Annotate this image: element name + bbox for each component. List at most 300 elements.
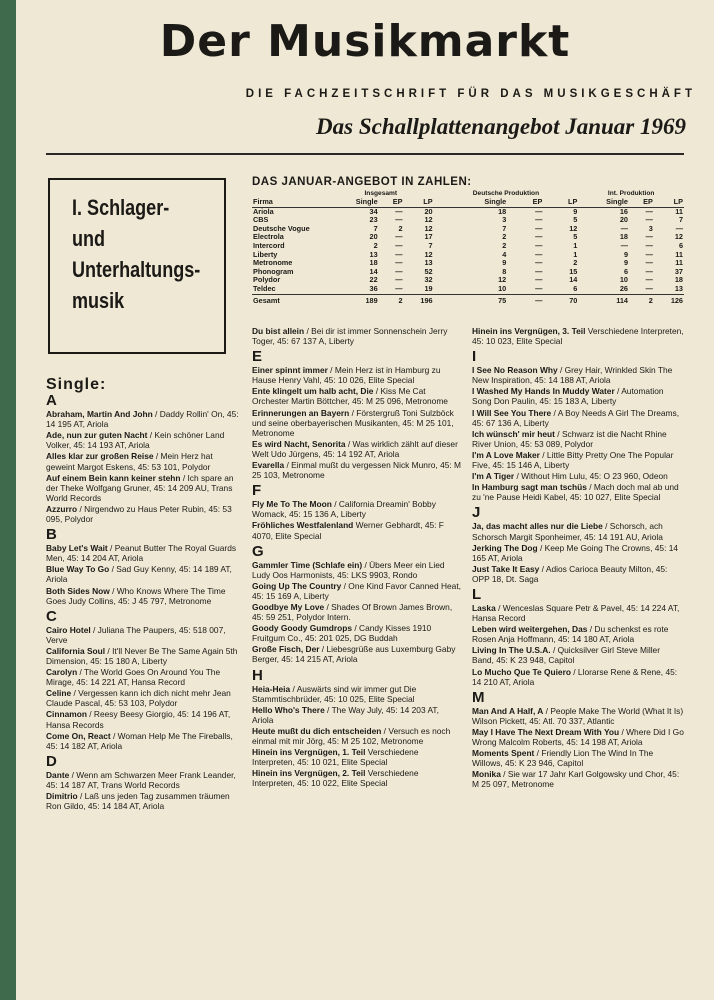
record-details: / Versuch es noch einmal mit mir Jörg, 45: M 25 102, Metronome bbox=[252, 725, 451, 746]
record-details: / Übers Meer ein Lied Ludy Oos Harmonists, 45: LKS 9903, Rondo bbox=[252, 559, 445, 580]
record-details: / Wenn am Schwarzen Meer Frank Leander, 45: 14 187 AT, Trans World Records bbox=[46, 769, 236, 790]
stat-cell: — bbox=[645, 275, 653, 285]
record-entry bbox=[46, 473, 240, 503]
record-details: / Mein Herz hat geweint Margot Eskens, 45: 53 101, Polydor bbox=[46, 451, 213, 472]
total-row bbox=[252, 294, 684, 305]
stat-cell: 20 bbox=[424, 206, 433, 216]
listing-column-3 bbox=[472, 326, 684, 790]
masthead-subtitle: DIE FACHZEITSCHRIFT FÜR DAS MUSIKGESCHÄFT bbox=[245, 88, 696, 100]
record-details: / Where Did I Go Wrong Malcolm Roberts, 45: 14 198 AT, Ariola bbox=[472, 726, 684, 747]
record-details: / Was wirklich zählt auf dieser Welt Udo Jürgens, 45: 14 192 AT, Ariola bbox=[252, 438, 458, 459]
label-name: Deutsche Vogue bbox=[253, 223, 310, 233]
stat-cell: — bbox=[645, 249, 653, 259]
record-details: / Nirgendwo zu Haus Peter Rubin, 45: 53 095, Polydor bbox=[46, 503, 232, 525]
record-title: Dimitrio bbox=[46, 791, 78, 801]
column-header: LP bbox=[654, 198, 684, 207]
stat-cell: — bbox=[395, 266, 403, 276]
record-details: / Bei dir ist immer Sonnenschein Jerry Toger, 45: 67 137 A, Liberty bbox=[252, 326, 448, 347]
record-title: Leben wird weitergehen, Das bbox=[472, 624, 588, 635]
record-title: Just Take It Easy bbox=[472, 563, 540, 574]
stat-cell: — bbox=[645, 232, 653, 242]
record-entry bbox=[252, 726, 462, 746]
record-details: / Juliana The Paupers, 45: 518 007, Verve bbox=[46, 624, 226, 645]
record-entry bbox=[252, 408, 462, 438]
total-cell: 70 bbox=[543, 294, 578, 305]
stat-cell: 6 bbox=[623, 266, 628, 276]
stat-cell: 15 bbox=[569, 266, 578, 276]
single-heading: Single: bbox=[46, 376, 107, 393]
record-details: / Candy Kisses 1910 Fruitgum Co., 45: 201 025, DG Buddah bbox=[252, 623, 432, 644]
stat-cell: — bbox=[535, 266, 543, 276]
record-title: Fly Me To The Moon bbox=[252, 499, 332, 510]
column-header: Single bbox=[434, 198, 508, 207]
record-details: / Sad Guy Kenny, 45: 14 189 AT, Ariola bbox=[46, 564, 232, 585]
listing-column-2 bbox=[252, 326, 462, 789]
record-entry bbox=[46, 564, 240, 584]
record-title: Carolyn bbox=[46, 667, 78, 678]
record-title: Monika bbox=[472, 769, 501, 780]
stat-cell: 13 bbox=[674, 283, 683, 293]
stat-cell: — bbox=[645, 215, 653, 225]
stat-cell: 13 bbox=[424, 258, 433, 268]
record-title: Ade, nun zur guten Nacht bbox=[46, 430, 148, 441]
stat-cell: 2 bbox=[502, 240, 507, 250]
stat-cell: — bbox=[395, 258, 403, 268]
record-title: Einer spinnt immer bbox=[252, 365, 328, 376]
column-header: EP bbox=[379, 198, 404, 207]
stat-cell: 1 bbox=[573, 240, 578, 250]
record-details: / Ich spare an der Theke Wolfgang Gruner, 45: 14 209 AU, Trans World Records bbox=[46, 472, 234, 503]
stat-cell: 18 bbox=[369, 258, 378, 268]
stat-cell: — bbox=[395, 283, 403, 293]
record-entry bbox=[46, 667, 240, 687]
column-header: Single bbox=[328, 198, 379, 207]
record-entry bbox=[472, 624, 684, 644]
label-row bbox=[252, 259, 684, 268]
record-entry bbox=[252, 768, 462, 788]
record-entry bbox=[252, 602, 462, 622]
stat-cell: 18 bbox=[498, 206, 507, 216]
record-details: / Automation Song Don Paulin, 45: 15 183 A, Liberty bbox=[472, 386, 664, 407]
record-title: Erinnerungen an Bayern bbox=[252, 407, 350, 418]
group-header: Insgesamt bbox=[364, 190, 398, 197]
stat-cell: — bbox=[620, 240, 628, 250]
total-cell: 75 bbox=[434, 294, 508, 305]
record-details: Verschiedene Interpreten, 45: 10 023, Elite Special bbox=[472, 326, 684, 347]
record-details: / Woman Help Me The Fireballs, 45: 14 182 AT, Ariola bbox=[46, 730, 233, 751]
record-entry bbox=[252, 581, 462, 601]
total-cell: 2 bbox=[379, 294, 404, 305]
column-header: LP bbox=[404, 198, 434, 207]
label-name: CBS bbox=[253, 215, 269, 225]
record-entry bbox=[472, 471, 684, 481]
record-title: I'm A Tiger bbox=[472, 471, 515, 482]
label-name: Liberty bbox=[253, 249, 278, 259]
stat-cell: — bbox=[535, 275, 543, 285]
total-cell: 114 bbox=[578, 294, 629, 305]
stat-cell: — bbox=[395, 232, 403, 242]
stat-cell: 17 bbox=[424, 232, 433, 242]
stat-cell: — bbox=[645, 283, 653, 293]
record-entry bbox=[472, 326, 684, 346]
record-entry bbox=[472, 645, 684, 665]
letter-heading: J bbox=[472, 504, 481, 522]
label-row bbox=[252, 216, 684, 225]
stat-cell: — bbox=[645, 240, 653, 250]
record-details: / Sie war 17 Jahr Karl Golgowsky und Chor, 45: M 25 097, Metronome bbox=[472, 769, 680, 790]
total-cell: 196 bbox=[404, 294, 434, 305]
stat-cell: 7 bbox=[678, 215, 683, 225]
stat-cell: 2 bbox=[573, 258, 578, 268]
stat-cell: 18 bbox=[674, 275, 683, 285]
label-row bbox=[252, 233, 684, 242]
stat-cell: 12 bbox=[424, 215, 433, 225]
record-entry bbox=[252, 386, 462, 406]
column-header-row bbox=[252, 198, 684, 207]
record-details: / Grey Hair, Wrinkled Skin The New Inspiration, 45: 14 188 AT, Ariola bbox=[472, 365, 673, 386]
stat-cell: — bbox=[395, 240, 403, 250]
record-details: / Du schenkst es rote Rosen Anja Hoffmann, 45: 14 180 AT, Ariola bbox=[472, 624, 669, 645]
record-title: Auf einem Bein kann keiner stehn bbox=[46, 472, 181, 483]
record-title: Heia-Heia bbox=[252, 683, 291, 694]
record-entry bbox=[252, 326, 462, 346]
record-title: I Will See You There bbox=[472, 407, 552, 418]
record-title: Man And A Half, A bbox=[472, 705, 544, 716]
record-details: / Laß uns jeden Tag zusammen träumen Ron Gildo, 45: 14 184 AT, Ariola bbox=[46, 791, 230, 812]
record-entry bbox=[46, 791, 240, 811]
stat-cell: 4 bbox=[502, 249, 507, 259]
record-title: Du bist allein bbox=[252, 326, 305, 336]
stat-cell: — bbox=[535, 215, 543, 225]
record-title: Hello Who's There bbox=[252, 704, 325, 715]
stat-cell: 37 bbox=[674, 266, 683, 276]
stat-cell: 1 bbox=[573, 249, 578, 259]
stat-cell: 6 bbox=[573, 283, 578, 293]
record-details: / Kiss Me Cat Orchester Martin Böttcher, 45: M 25 096, Metronome bbox=[252, 386, 448, 407]
label-row bbox=[252, 251, 684, 260]
record-entry bbox=[46, 688, 240, 708]
stat-cell: 12 bbox=[424, 249, 433, 259]
total-cell: 2 bbox=[629, 294, 654, 305]
record-details: / Who Knows Where The Time Goes Judy Collins, 45: J 45 797, Metronome bbox=[46, 585, 226, 606]
record-entry bbox=[46, 451, 240, 471]
stat-cell: 20 bbox=[369, 232, 378, 242]
stat-cell: 9 bbox=[502, 258, 507, 268]
stat-cell: — bbox=[535, 240, 543, 250]
record-title: In Hamburg sagt man tschüs bbox=[472, 482, 587, 493]
stat-cell: 13 bbox=[369, 249, 378, 259]
record-entry bbox=[46, 504, 240, 524]
record-title: Ja, das macht alles nur die Liebe bbox=[472, 521, 603, 532]
column-header: Single bbox=[578, 198, 629, 207]
record-title: May I Have The Next Dream With You bbox=[472, 726, 620, 737]
stat-cell: 22 bbox=[369, 275, 378, 285]
record-entry bbox=[472, 429, 684, 449]
stat-cell: — bbox=[645, 266, 653, 276]
record-entry bbox=[252, 460, 462, 480]
record-title: Lo Mucho Que Te Quiero bbox=[472, 666, 571, 677]
record-title: Ente klingelt um halb acht, Die bbox=[252, 386, 374, 397]
record-entry bbox=[252, 644, 462, 664]
statistics-body bbox=[252, 207, 684, 294]
total-cell: — bbox=[507, 294, 543, 305]
record-details: / California Dreamin' Bobby Womack, 45: 15 136 A, Liberty bbox=[252, 499, 436, 520]
stat-cell: 9 bbox=[623, 258, 628, 268]
record-details: / It'll Never Be The Same Again 5th Dimension, 45: 15 180 A, Liberty bbox=[46, 645, 238, 666]
record-title: I Washed My Hands In Muddy Water bbox=[472, 386, 615, 397]
stat-cell: 7 bbox=[428, 240, 433, 250]
record-details: / The World Goes On Around You The Mirage, 45: 14 221 AT, Hansa Record bbox=[46, 667, 221, 688]
record-details: / Llorarse Rene & Rene, 45: 14 210 AT, Ariola bbox=[472, 666, 678, 687]
issue-heading: Das Schallplattenangebot Januar 1969 bbox=[316, 114, 686, 139]
record-entry bbox=[472, 706, 684, 726]
stat-cell: 8 bbox=[502, 266, 507, 276]
record-title: Laska bbox=[472, 602, 496, 613]
stat-cell: — bbox=[395, 275, 403, 285]
stat-cell: 3 bbox=[648, 223, 653, 233]
stat-cell: 5 bbox=[573, 232, 578, 242]
record-details: / Adios Carioca Beauty Milton, 45: OPP 18, Dt. Saga bbox=[472, 563, 668, 584]
record-title: Abraham, Martin And John bbox=[46, 409, 153, 420]
letter-heading: F bbox=[252, 482, 262, 500]
statistics-title: DAS JANUAR-ANGEBOT IN ZAHLEN: bbox=[252, 176, 472, 188]
record-title: Hinein ins Vergnügen, 1. Teil bbox=[252, 747, 366, 758]
record-title: Gammler Time (Schlafe ein) bbox=[252, 559, 363, 570]
stat-cell: 34 bbox=[369, 206, 378, 216]
stat-cell: 10 bbox=[498, 283, 507, 293]
record-entry bbox=[252, 499, 462, 519]
letter-heading: B bbox=[46, 526, 57, 544]
record-entry bbox=[472, 482, 684, 502]
record-entry bbox=[46, 430, 240, 450]
record-details: / Schwarz ist die Nacht Rhine River Union, 45: 53 089, Polydor bbox=[472, 428, 667, 449]
stat-cell: — bbox=[620, 223, 628, 233]
statistics-panel bbox=[252, 176, 684, 305]
record-entry bbox=[472, 521, 684, 541]
record-entry bbox=[252, 560, 462, 580]
total-cell: 189 bbox=[328, 294, 379, 305]
record-details: / Auswärts sind wir immer gut Die Stammtischbrüder, 45: 10 025, Elite Special bbox=[252, 683, 417, 704]
stat-cell: 7 bbox=[502, 223, 507, 233]
group-header: Int. Produktion bbox=[607, 190, 655, 197]
record-entry bbox=[252, 520, 462, 540]
record-details: / The Way July, 45: 14 203 AT, Ariola bbox=[252, 704, 439, 725]
stat-cell: 12 bbox=[424, 223, 433, 233]
stat-cell: — bbox=[535, 258, 543, 268]
record-entry bbox=[472, 603, 684, 623]
record-details: / Liebesgrüße aus Luxemburg Gaby Berger, 45: 14 215 AT, Ariola bbox=[252, 644, 456, 665]
stat-cell: 2 bbox=[398, 223, 403, 233]
record-entry bbox=[472, 769, 684, 789]
stat-cell: 9 bbox=[573, 206, 578, 216]
binding-spine bbox=[0, 0, 16, 1000]
stat-cell: 11 bbox=[675, 249, 683, 259]
record-entry bbox=[252, 705, 462, 725]
record-title: Living In The U.S.A. bbox=[472, 645, 551, 656]
stat-cell: 11 bbox=[675, 258, 683, 268]
stat-cell: 19 bbox=[424, 283, 433, 293]
stat-cell: 2 bbox=[373, 240, 378, 250]
letter-heading: I bbox=[472, 348, 477, 366]
record-title: Dante bbox=[46, 769, 70, 780]
label-name: Ariola bbox=[253, 206, 274, 216]
column-header: Firma bbox=[252, 198, 328, 207]
record-details: / Wenceslas Square Petr & Pavel, 45: 14 224 AT, Hansa Record bbox=[472, 602, 680, 624]
stat-cell: 5 bbox=[573, 215, 578, 225]
record-details: / Daddy Rollin' On, 45: 14 195 AT, Ariola bbox=[46, 409, 239, 430]
record-entry bbox=[472, 386, 684, 406]
stat-cell: 2 bbox=[502, 232, 507, 242]
record-details: / Reesy Beesy Giorgio, 45: 14 196 AT, Hansa Records bbox=[46, 709, 231, 730]
record-title: Alles klar zur großen Reise bbox=[46, 451, 154, 462]
record-entry bbox=[472, 667, 684, 687]
stat-cell: 6 bbox=[678, 240, 683, 250]
record-entry bbox=[252, 623, 462, 643]
label-name: Metronome bbox=[253, 258, 293, 268]
record-entry bbox=[46, 409, 240, 429]
stat-cell: — bbox=[395, 206, 403, 216]
record-entry bbox=[46, 731, 240, 751]
listing-column-1 bbox=[46, 376, 240, 812]
record-details: / Mein Herz ist in Hamburg zu Hause Henry Vahl, 45: 10 026, Elite Special bbox=[252, 365, 441, 386]
stat-cell: 26 bbox=[619, 283, 628, 293]
record-title: Azzurro bbox=[46, 503, 78, 514]
record-details: / Mach doch mal ab und zu 'ne Pause Heidi Kabel, 45: 10 027, Elite Special bbox=[472, 482, 679, 503]
total-cell: 126 bbox=[654, 294, 684, 305]
record-title: Hinein ins Vergnügen, 2. Teil bbox=[252, 768, 366, 779]
label-name: Polydor bbox=[253, 275, 281, 285]
record-entry bbox=[472, 408, 684, 428]
record-title: Fröhliches Westfalenland bbox=[252, 520, 354, 531]
record-title: Come On, React bbox=[46, 730, 111, 741]
section-title-line: I. Schlager- bbox=[72, 195, 170, 220]
letter-heading: E bbox=[252, 348, 263, 366]
stat-cell: — bbox=[645, 258, 653, 268]
record-details: / A Boy Needs A Girl The Dreams, 45: 67 136 A, Liberty bbox=[472, 407, 680, 428]
record-entry bbox=[472, 365, 684, 385]
record-title: Ich wünsch' mir heut bbox=[472, 428, 555, 439]
record-entry bbox=[46, 625, 240, 645]
record-details: / Einmal mußt du vergessen Nick Munro, 45: M 25 103, Metronome bbox=[252, 460, 462, 481]
record-details: / Quicksilver Girl Steve Miller Band, 45: K 23 948, Capitol bbox=[472, 645, 660, 666]
stat-cell: 3 bbox=[502, 215, 507, 225]
record-title: Moments Spent bbox=[472, 748, 535, 759]
record-entry bbox=[46, 543, 240, 563]
label-row bbox=[252, 285, 684, 294]
label-name: Intercord bbox=[253, 240, 285, 250]
magazine-page bbox=[16, 0, 714, 1000]
label-name: Electrola bbox=[253, 232, 284, 242]
record-entry bbox=[472, 564, 684, 584]
record-title: Celine bbox=[46, 688, 72, 699]
record-entry bbox=[252, 684, 462, 704]
record-entry bbox=[46, 709, 240, 729]
section-title-line: Unterhaltungs- bbox=[72, 257, 201, 282]
stat-cell: 11 bbox=[675, 206, 683, 216]
record-title: California Soul bbox=[46, 645, 106, 656]
letter-heading: D bbox=[46, 752, 57, 770]
record-title: Evarella bbox=[252, 460, 285, 471]
stat-cell: — bbox=[675, 223, 683, 233]
record-details: / Little Bitty Pretty One The Popular Five, 45: 15 146 A, Liberty bbox=[472, 449, 674, 471]
stat-cell: — bbox=[395, 249, 403, 259]
record-details: / Keep Me Going The Crowns, 45: 14 165 AT, Ariola bbox=[472, 542, 679, 563]
record-entry bbox=[472, 727, 684, 747]
letter-heading: A bbox=[46, 392, 57, 410]
letter-heading: M bbox=[472, 688, 485, 706]
stat-cell: — bbox=[535, 249, 543, 259]
label-name: Teldec bbox=[253, 283, 276, 293]
record-entry bbox=[252, 747, 462, 767]
stat-cell: 10 bbox=[619, 275, 628, 285]
record-title: I See No Reason Why bbox=[472, 365, 558, 376]
total-label: Gesamt bbox=[252, 294, 328, 305]
record-entry bbox=[472, 748, 684, 768]
record-entry bbox=[46, 770, 240, 790]
record-entry bbox=[46, 646, 240, 666]
record-details: / Shades Of Brown James Brown, 45: 59 251, Polydor Intern. bbox=[252, 601, 453, 623]
record-details: Verschiedene Interpreten, 45: 10 021, Elite Special bbox=[252, 747, 419, 768]
record-title: Blue Way To Go bbox=[46, 564, 110, 575]
record-details: Werner Gebhardt, 45: F 4070, Elite Special bbox=[252, 520, 444, 541]
stat-cell: — bbox=[535, 232, 543, 242]
stat-cell: 23 bbox=[369, 215, 378, 225]
letter-heading: L bbox=[472, 585, 482, 603]
record-title: Goody Goody Gumdrops bbox=[252, 623, 353, 634]
record-entry bbox=[252, 439, 462, 459]
column-header: EP bbox=[629, 198, 654, 207]
record-title: I'm A Love Maker bbox=[472, 449, 540, 460]
record-details: / Vergessen kann ich dich nicht mehr Jean Claude Pascal, 45: 53 103, Polydor bbox=[46, 688, 231, 709]
section-title-line: und bbox=[72, 226, 106, 251]
stat-cell: 20 bbox=[619, 215, 628, 225]
record-title: Cairo Hotel bbox=[46, 624, 91, 635]
letter-heading: H bbox=[252, 666, 263, 684]
stat-cell: — bbox=[395, 215, 403, 225]
label-name: Phonogram bbox=[253, 266, 294, 276]
group-header: Deutsche Produktion bbox=[472, 190, 540, 197]
record-details: / Förstergruß Toni Sulzböck und seine oberbayerischen Musikanten, 45: M 25 101, Metronome bbox=[252, 407, 454, 438]
stat-cell: 12 bbox=[569, 223, 578, 233]
stat-cell: 7 bbox=[373, 223, 378, 233]
stat-cell: 52 bbox=[424, 266, 433, 276]
stat-cell: — bbox=[645, 206, 653, 216]
record-title: Both Sides Now bbox=[46, 585, 110, 596]
record-title: Hinein ins Vergnügen, 3. Teil bbox=[472, 326, 586, 336]
header-rule bbox=[46, 153, 684, 155]
stat-cell: 9 bbox=[623, 249, 628, 259]
record-entry bbox=[46, 586, 240, 606]
stat-cell: 14 bbox=[369, 266, 378, 276]
stat-cell: 12 bbox=[674, 232, 683, 242]
record-details: Verschiedene Interpreten, 45: 10 022, Elite Special bbox=[252, 768, 419, 789]
record-title: Heute mußt du dich entscheiden bbox=[252, 725, 382, 736]
column-header: LP bbox=[543, 198, 578, 207]
record-details: / Kein schöner Land Volker, 45: 14 193 AT, Ariola bbox=[46, 430, 225, 451]
section-title-line: musik bbox=[72, 288, 125, 313]
section-title-box bbox=[48, 178, 226, 354]
stat-cell: — bbox=[535, 283, 543, 293]
record-entry bbox=[472, 543, 684, 563]
record-details: / People Make The World (What It Is) Wilson Pickett, 45: Atl. 70 337, Atlantic bbox=[472, 705, 684, 726]
letter-heading: G bbox=[252, 542, 264, 560]
stat-cell: 16 bbox=[619, 206, 628, 216]
column-header: EP bbox=[507, 198, 543, 207]
record-details: / Peanut Butter The Royal Guards Men, 45: 14 204 AT, Ariola bbox=[46, 543, 237, 564]
record-entry bbox=[252, 365, 462, 385]
record-title: Es wird Nacht, Senorita bbox=[252, 438, 346, 449]
masthead-title: Der Musikmarkt bbox=[159, 16, 571, 67]
